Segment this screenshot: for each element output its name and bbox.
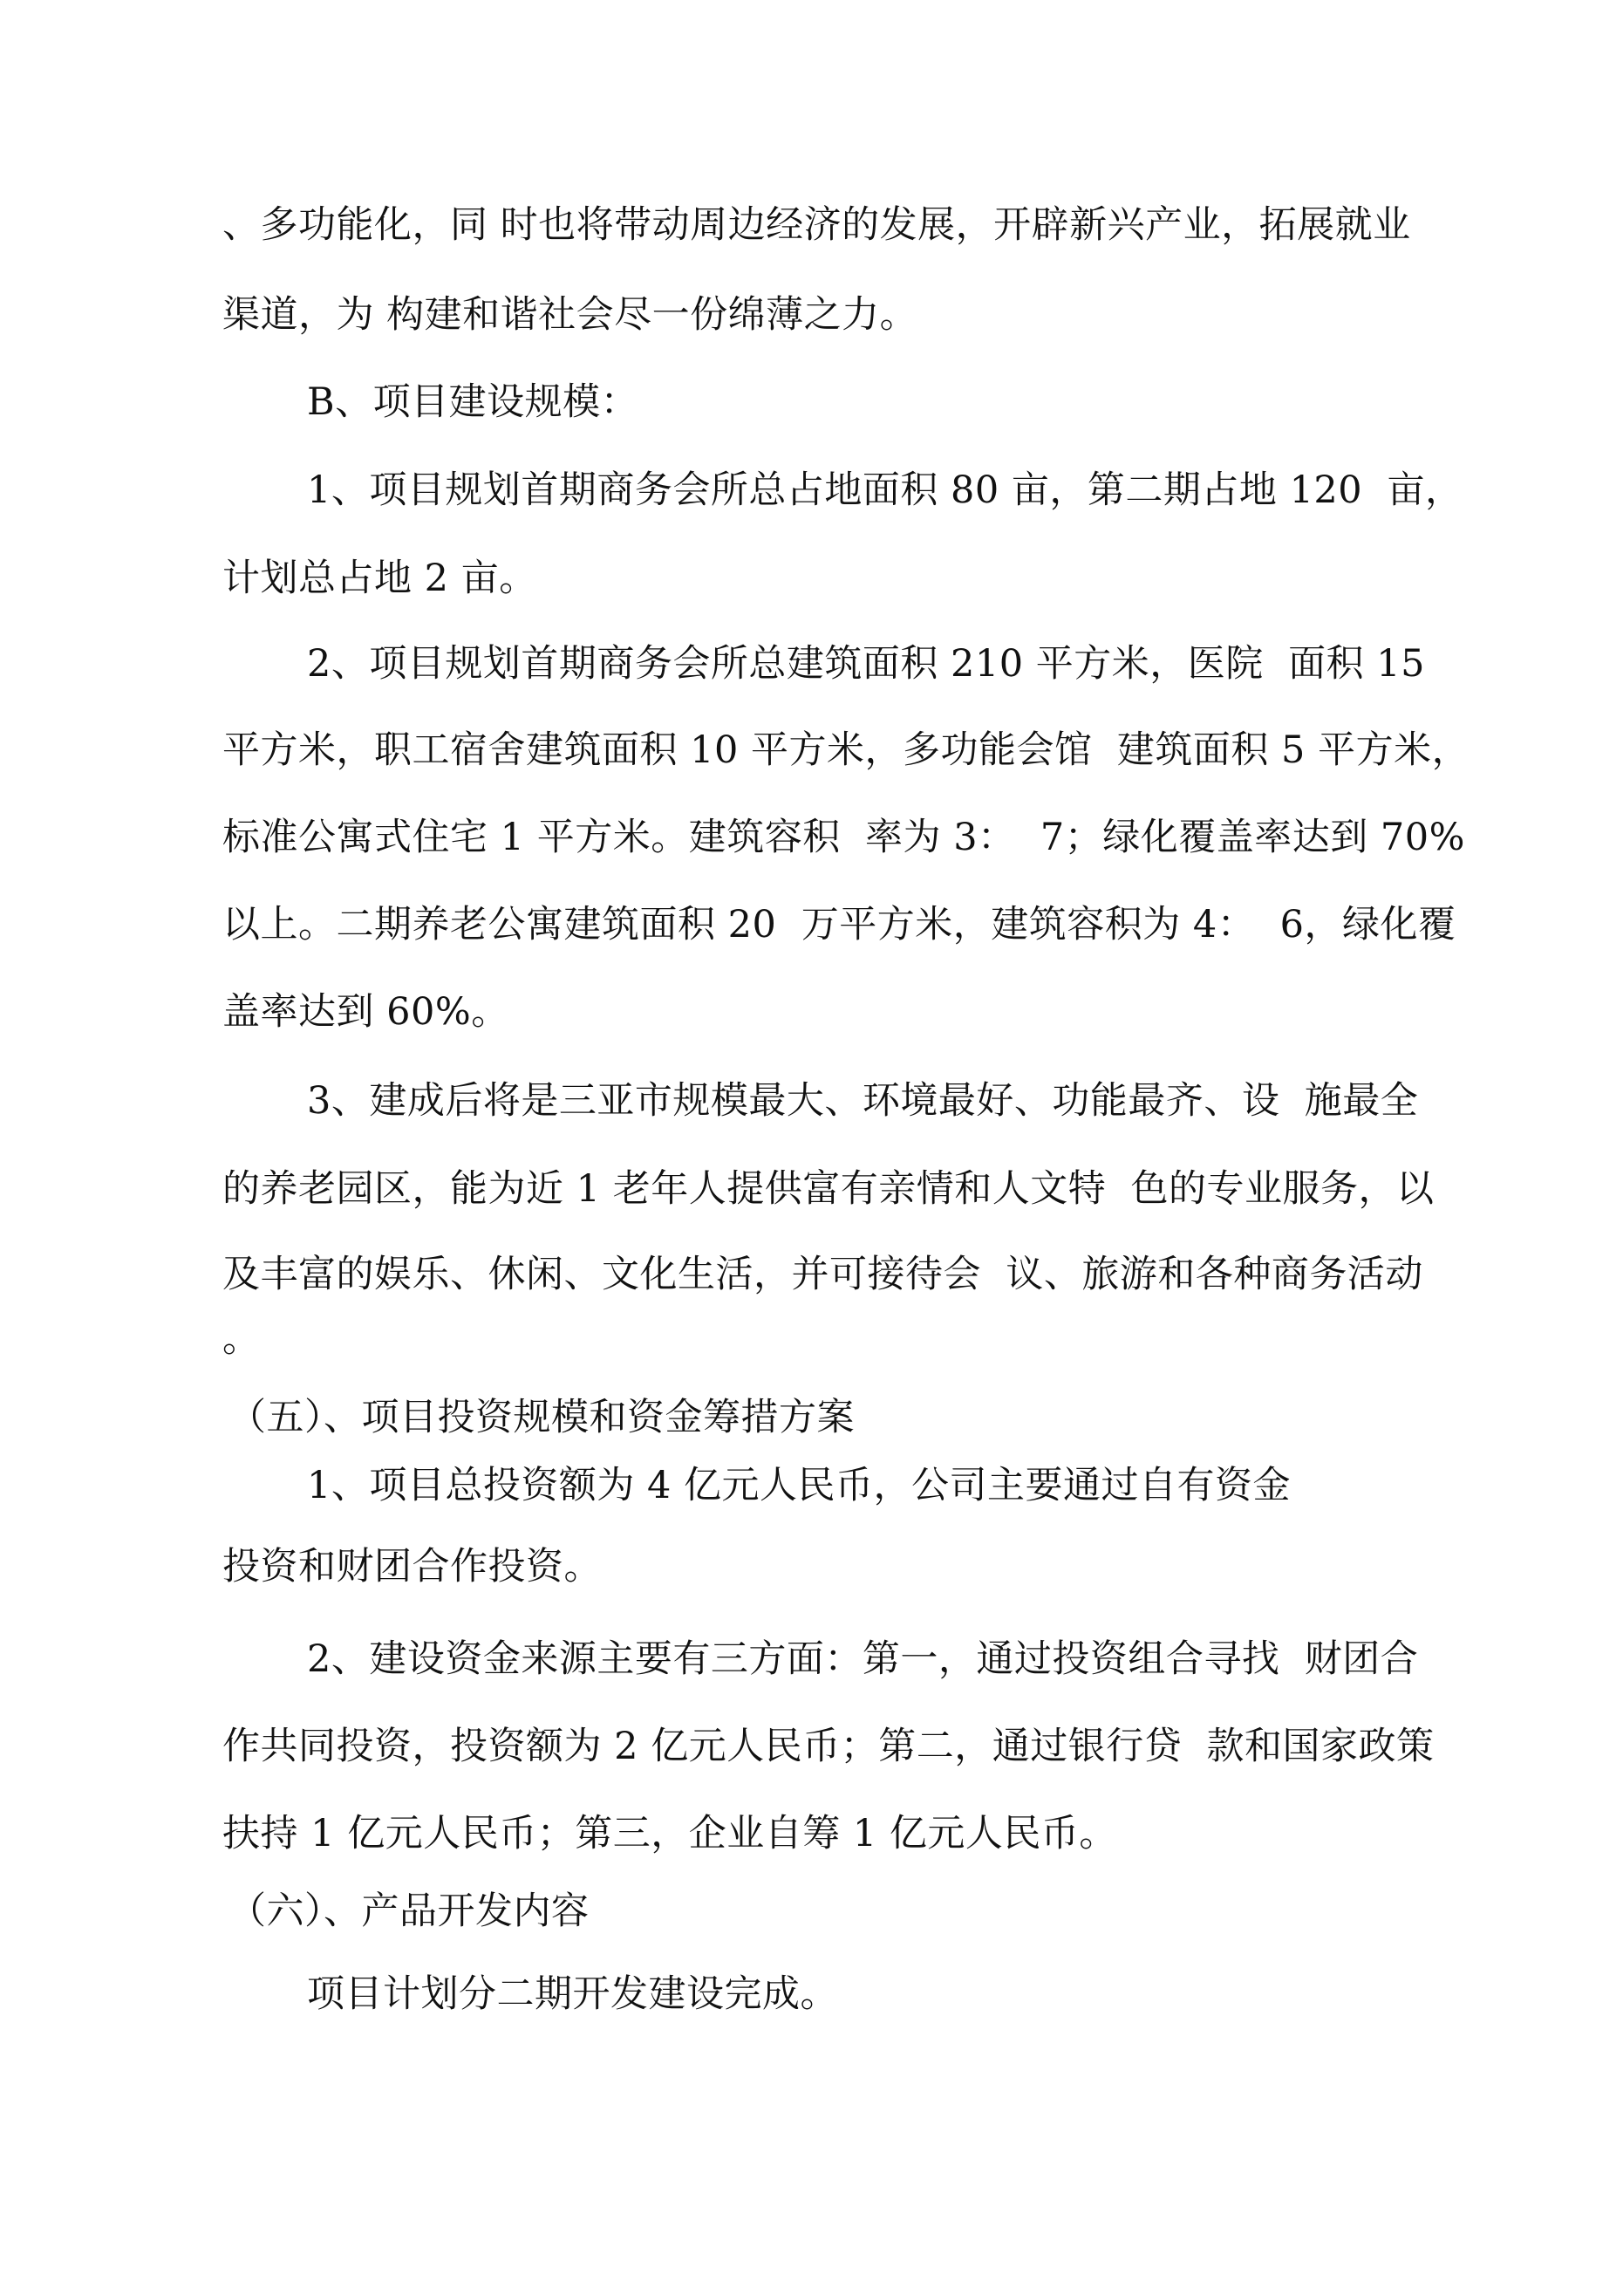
text-line: 。 (222, 1317, 261, 1361)
text-line: 、多功能化，同 时也将带动周边经济的发展，开辟新兴产业，拓展就业 (222, 203, 1411, 247)
text-line: 计划总占地 2 亩。 (222, 557, 537, 600)
section-heading: （五）、项目投资规模和资金筹措方案 (228, 1396, 855, 1439)
text-line: 作共同投资，投资额为 2 亿元人民币；第二，通过银行贷 款和国家政策 (222, 1725, 1435, 1768)
text-line: 的养老园区，能为近 1 老年人提供富有亲情和人文特 色的专业服务，以 (222, 1167, 1435, 1211)
text-line: 3、建成后将是三亚市规模最大、环境最好、功能最齐、设 施最全 (307, 1079, 1419, 1123)
text-line: 标准公寓式住宅 1 平方米。建筑容积 率为 3： 7；绿化覆盖率达到 70% (222, 816, 1465, 859)
text-line: 投资和财团合作投资。 (222, 1545, 602, 1589)
text-line: 1、项目规划首期商务会所总占地面积 80 亩，第二期占地 120 亩， (307, 468, 1463, 512)
text-line: 渠道，为 构建和谐社会尽一份绵薄之力。 (222, 293, 918, 337)
text-line: 2、项目规划首期商务会所总建筑面积 210 平方米，医院 面积 15 (307, 642, 1425, 686)
text-line: 以上。二期养老公寓建筑面积 20 万平方米，建筑容积为 4： 6，绿化覆 (222, 903, 1456, 946)
text-line: 盖率达到 60%。 (222, 990, 509, 1034)
section-heading: B、项目建设规模： (307, 380, 639, 424)
text-line: 平方米，职工宿舍建筑面积 10 平方米，多功能会馆 建筑面积 5 平方米， (222, 728, 1470, 772)
section-heading: （六）、产品开发内容 (228, 1889, 590, 1933)
text-line: 扶持 1 亿元人民币；第三，企业自筹 1 亿元人民币。 (222, 1812, 1117, 1855)
text-line: 2、建设资金来源主要有三方面：第一，通过投资组合寻找 财团合 (307, 1637, 1419, 1681)
text-line: 项目计划分二期开发建设完成。 (307, 1972, 838, 2016)
text-line: 1、项目总投资额为 4 亿元人民币，公司主要通过自有资金 (307, 1464, 1292, 1507)
text-line: 及丰富的娱乐、休闲、文化生活，并可接待会 议、旅游和各种商务活动 (222, 1253, 1423, 1296)
